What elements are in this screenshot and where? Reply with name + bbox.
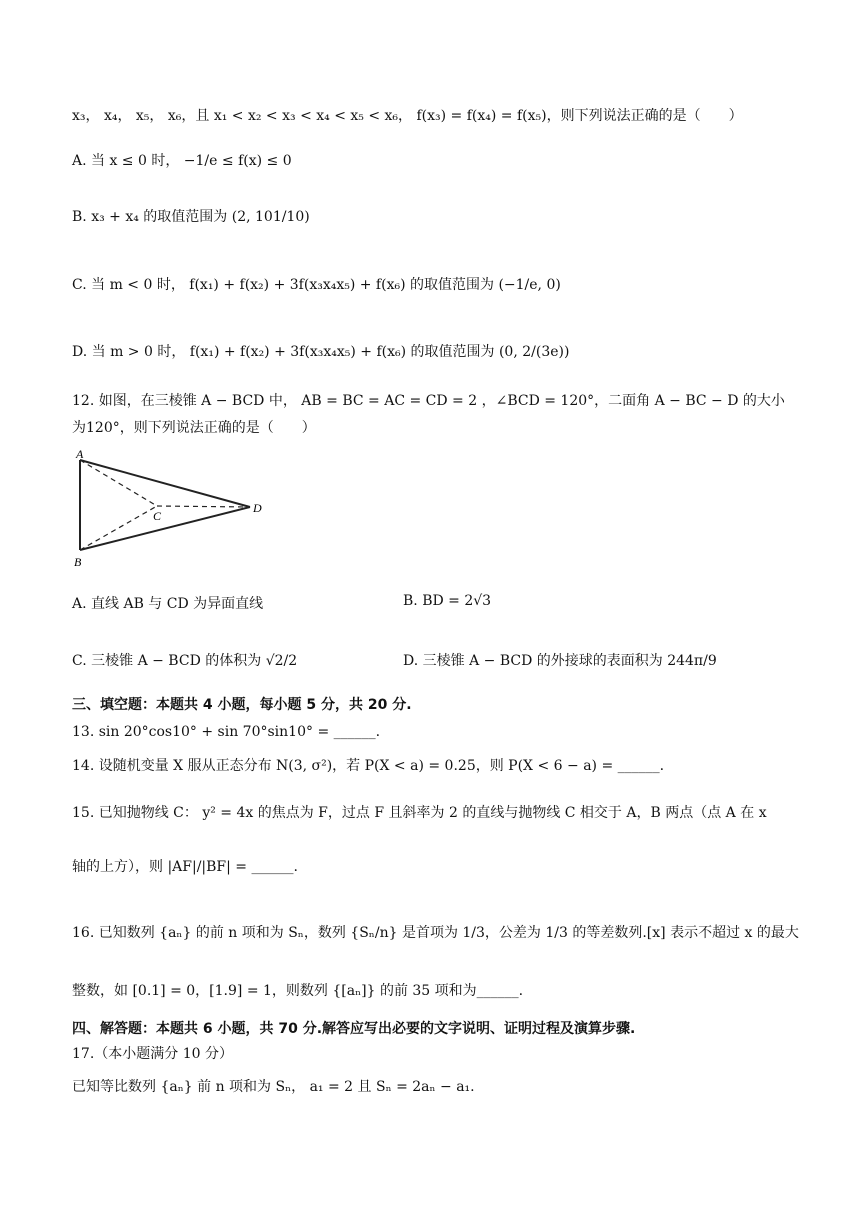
edge-ad	[80, 460, 250, 507]
q13: 13. sin 20°cos10° + sin 70°sin10° = ______.	[72, 724, 381, 740]
q12-stem-line1: 12. 如图，在三棱锥 A − BCD 中， AB = BC = AC = CD = 2 ，∠BCD = 120°，二面角 A − BC − D 的大小	[72, 393, 785, 409]
label-a: A	[76, 447, 84, 461]
q12-option-a: A. 直线 AB 与 CD 为异面直线	[72, 596, 264, 612]
q12-option-c: C. 三棱锥 A − BCD 的体积为 √2/2	[72, 653, 298, 669]
q11-option-c: C. 当 m < 0 时， f(x₁) + f(x₂) + 3f(x₃x₄x₅) + f(x₆) 的取值范围为 (−1/e, 0)	[72, 277, 561, 293]
q11-option-b: B. x₃ + x₄ 的取值范围为 (2, 101/10)	[72, 209, 310, 225]
section3-heading: 三、填空题：本题共 4 小题，每小题 5 分，共 20 分.	[72, 697, 412, 713]
edge-bd	[80, 507, 250, 550]
section4-heading: 四、解答题：本题共 6 小题，共 70 分.解答应写出必要的文字说明、证明过程及演算步骤.	[72, 1021, 636, 1037]
q11-option-d: D. 当 m > 0 时， f(x₁) + f(x₂) + 3f(x₃x₄x₅) + f(x₆) 的取值范围为 (0, 2/(3e))	[72, 344, 570, 360]
q12-option-b: B. BD = 2√3	[403, 593, 492, 609]
q15-line1: 15. 已知抛物线 C： y² = 4x 的焦点为 F，过点 F 且斜率为 2 的直线与抛物线 C 相交于 A，B 两点（点 A 在 x	[72, 805, 767, 821]
q12-stem-line2: 为120°，则下列说法正确的是（ ）	[72, 420, 316, 436]
q15-line2: 轴的上方），则 |AF|/|BF| = ______.	[72, 859, 298, 875]
q11-continuation-line: x₃， x₄， x₅， x₆，且 x₁ < x₂ < x₃ < x₄ < x₅ < x₆， f(x₃) = f(x₄) = f(x₅)，则下列说法正确的是（ ）	[72, 108, 743, 124]
q16-line2: 整数，如 [0.1] = 0，[1.9] = 1，则数列 {[aₙ]} 的前 35 项和为______.	[72, 983, 524, 999]
label-c: C	[153, 509, 162, 523]
q17-text: 已知等比数列 {aₙ} 前 n 项和为 Sₙ， a₁ = 2 且 Sₙ = 2aₙ − a₁.	[72, 1079, 475, 1095]
q14: 14. 设随机变量 X 服从正态分布 N(3, σ²)，若 P(X < a) = 0.25，则 P(X < 6 − a) = ______.	[72, 758, 665, 774]
edge-bc	[80, 506, 157, 550]
q17-title: 17.（本小题满分 10 分）	[72, 1046, 233, 1062]
q11-option-a: A. 当 x ≤ 0 时， −1/e ≤ f(x) ≤ 0	[72, 153, 292, 169]
edge-ac	[80, 460, 157, 506]
q12-option-d: D. 三棱锥 A − BCD 的外接球的表面积为 244π/9	[403, 653, 717, 669]
edge-cd	[157, 506, 250, 507]
q16-line1: 16. 已知数列 {aₙ} 的前 n 项和为 Sₙ，数列 {Sₙ/n} 是首项为 1/3，公差为 1/3 的等差数列.[x] 表示不超过 x 的最大	[72, 925, 799, 941]
label-d: D	[253, 501, 262, 515]
label-b: B	[74, 555, 82, 569]
